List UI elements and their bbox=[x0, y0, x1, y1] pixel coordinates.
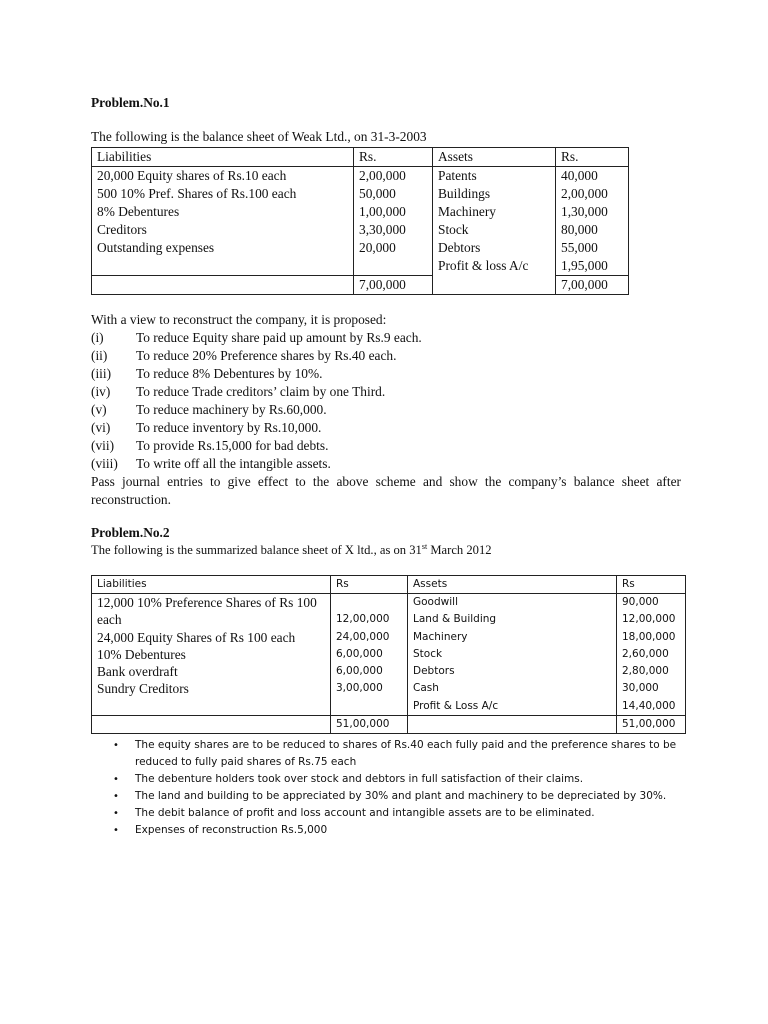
list-item bbox=[91, 383, 681, 401]
asset-amounts-cell bbox=[556, 167, 629, 276]
liabilities-cell bbox=[92, 594, 331, 716]
liabilities-cell bbox=[92, 167, 354, 276]
closing-instruction: Pass journal entries to give effect to the above scheme and show the company’s balance sheet after reconstruction. bbox=[91, 474, 681, 507]
liability-item: Outstanding expenses bbox=[97, 240, 215, 255]
liability-amount: 50,000 bbox=[359, 186, 396, 201]
header-liabilities: Liabilities bbox=[92, 576, 331, 594]
condition-text: Expenses of reconstruction Rs.5,000 bbox=[135, 824, 328, 836]
liability-item: 20,000 Equity shares of Rs.10 each bbox=[97, 168, 287, 183]
header-assets: Assets bbox=[433, 148, 556, 167]
list-item bbox=[91, 329, 681, 347]
asset-item: Patents bbox=[438, 168, 477, 183]
proposal-text: To reduce machinery by Rs.60,000. bbox=[136, 402, 327, 417]
liability-item: 500 10% Pref. Shares of Rs.100 each bbox=[97, 186, 297, 201]
header-rs: Rs. bbox=[354, 148, 433, 167]
bullet-icon: • bbox=[113, 774, 119, 785]
problem-2-intro: The following is the summarized balance sheet of X ltd., as on 31st March 2012 bbox=[91, 542, 492, 558]
asset-amount: 1,95,000 bbox=[561, 258, 608, 273]
asset-item: Buildings bbox=[438, 186, 491, 201]
list-item bbox=[91, 437, 681, 455]
proposal-text: To reduce 8% Debentures by 10%. bbox=[136, 366, 323, 381]
asset-amount: 18,00,000 bbox=[622, 630, 676, 643]
liability-amount: 24,00,000 bbox=[336, 630, 390, 643]
proposal-list bbox=[91, 311, 681, 509]
asset-item: Profit & Loss A/c bbox=[413, 699, 499, 712]
list-item bbox=[113, 805, 693, 822]
list-item bbox=[91, 365, 681, 383]
asset-item: Stock bbox=[413, 647, 443, 660]
asset-amount: 1,30,000 bbox=[561, 204, 608, 219]
liability-amount: 12,00,000 bbox=[336, 613, 390, 626]
proposal-number: (i) bbox=[91, 330, 104, 345]
asset-amount: 14,40,000 bbox=[622, 699, 676, 712]
total-liabilities: 7,00,000 bbox=[354, 276, 433, 295]
problem-1-intro: The following is the balance sheet of Weak Ltd., on 31-3-2003 bbox=[91, 129, 427, 144]
assets-cell bbox=[433, 167, 556, 295]
asset-amount: 30,000 bbox=[622, 682, 659, 695]
liability-item: 10% Debentures bbox=[97, 646, 186, 662]
bullet-icon: • bbox=[113, 791, 119, 802]
asset-item: Stock bbox=[438, 222, 469, 237]
list-item bbox=[91, 401, 681, 419]
asset-item: Goodwill bbox=[413, 596, 458, 608]
liability-amount: 2,00,000 bbox=[359, 168, 406, 183]
balance-sheet-table-1 bbox=[91, 147, 629, 295]
asset-item: Profit & loss A/c bbox=[438, 258, 529, 273]
list-item bbox=[91, 455, 681, 473]
liability-amount: 3,30,000 bbox=[359, 222, 406, 237]
proposal-number: (viii) bbox=[91, 456, 118, 471]
total-assets: 51,00,000 bbox=[617, 716, 686, 734]
condition-text: The land and building to be appreciated by 30% and plant and machinery to be depreciated by 30%. bbox=[135, 790, 667, 802]
header-rs: Rs. bbox=[556, 148, 629, 167]
condition-text: The debit balance of profit and loss account and intangible assets are to be eliminated. bbox=[135, 807, 595, 819]
condition-text: The debenture holders took over stock and debtors in full satisfaction of their claims. bbox=[135, 773, 584, 785]
list-item bbox=[113, 822, 693, 839]
table-total-row bbox=[92, 716, 686, 734]
table-header-row bbox=[92, 148, 629, 167]
liability-item: 8% Debentures bbox=[97, 204, 180, 219]
asset-amount: 2,00,000 bbox=[561, 186, 608, 201]
proposal-number: (ii) bbox=[91, 348, 108, 363]
assets-cell bbox=[408, 594, 617, 716]
condition-text: The equity shares are to be reduced to shares of Rs.40 each fully paid and the preference shares to be reduced to fully paid shares of Rs.75 each bbox=[135, 739, 677, 768]
asset-amount: 12,00,000 bbox=[622, 613, 676, 626]
bullet-icon: • bbox=[113, 740, 119, 751]
liability-item: 12,000 10% Preference Shares of Rs 100 bbox=[97, 595, 317, 610]
asset-amounts-cell bbox=[617, 594, 686, 716]
table-header-row bbox=[92, 576, 686, 594]
list-item bbox=[113, 737, 693, 771]
liability-item: Sundry Creditors bbox=[97, 681, 189, 697]
liability-item: Bank overdraft bbox=[97, 664, 178, 680]
total-liabilities: 51,00,000 bbox=[331, 716, 408, 734]
proposal-text: To write off all the intangible assets. bbox=[136, 456, 331, 471]
asset-item: Cash bbox=[413, 682, 439, 695]
liability-amount: 1,00,000 bbox=[359, 204, 406, 219]
proposal-number: (vii) bbox=[91, 438, 115, 453]
list-item bbox=[91, 419, 681, 437]
proposal-text: To reduce Equity share paid up amount by Rs.9 each. bbox=[136, 330, 422, 345]
asset-amount: 2,60,000 bbox=[622, 647, 669, 660]
asset-item: Land & Building bbox=[413, 613, 497, 626]
proposal-number: (iv) bbox=[91, 384, 111, 399]
liability-amount: 3,00,000 bbox=[336, 682, 383, 695]
proposal-number: (vi) bbox=[91, 420, 111, 435]
conditions-list bbox=[113, 737, 693, 839]
header-assets: Assets bbox=[408, 576, 617, 594]
problem-1-heading: Problem.No.1 bbox=[91, 95, 170, 110]
liability-amount: 6,00,000 bbox=[336, 665, 383, 678]
asset-amount: 2,80,000 bbox=[622, 665, 669, 678]
balance-sheet-table-2 bbox=[91, 575, 686, 734]
list-item bbox=[113, 788, 693, 805]
liab-amounts-cell bbox=[354, 167, 433, 276]
header-liabilities: Liabilities bbox=[92, 148, 354, 167]
liability-item: each bbox=[97, 612, 122, 628]
asset-amount: 80,000 bbox=[561, 222, 598, 237]
problem-2-heading: Problem.No.2 bbox=[91, 525, 170, 540]
proposal-text: To reduce inventory by Rs.10,000. bbox=[136, 420, 322, 435]
liab-amounts-cell bbox=[331, 594, 408, 716]
asset-amount: 40,000 bbox=[561, 168, 598, 183]
proposal-text: To reduce Trade creditors’ claim by one Third. bbox=[136, 384, 386, 399]
liability-amount: 6,00,000 bbox=[336, 647, 383, 660]
bullet-icon: • bbox=[113, 825, 119, 836]
asset-item: Debtors bbox=[438, 240, 481, 255]
header-rs: Rs bbox=[331, 576, 408, 594]
asset-amount: 55,000 bbox=[561, 240, 598, 255]
liability-item: Creditors bbox=[97, 222, 147, 237]
total-assets: 7,00,000 bbox=[556, 276, 629, 295]
table-body-row bbox=[92, 167, 629, 276]
proposal-number: (iii) bbox=[91, 366, 112, 381]
proposal-text: To reduce 20% Preference shares by Rs.40 each. bbox=[136, 348, 397, 363]
header-rs: Rs bbox=[617, 576, 686, 594]
asset-item: Debtors bbox=[413, 665, 455, 678]
list-item bbox=[113, 771, 693, 788]
asset-amount: 90,000 bbox=[622, 596, 659, 608]
liability-item: 24,000 Equity Shares of Rs 100 each bbox=[97, 629, 296, 645]
proposal-intro: With a view to reconstruct the company, it is proposed: bbox=[91, 312, 387, 327]
table-body-row bbox=[92, 594, 686, 716]
list-item bbox=[91, 347, 681, 365]
proposal-text: To provide Rs.15,000 for bad debts. bbox=[136, 438, 329, 453]
liability-amount: 20,000 bbox=[359, 240, 396, 255]
proposal-number: (v) bbox=[91, 402, 107, 417]
asset-item: Machinery bbox=[438, 204, 497, 219]
asset-item: Machinery bbox=[413, 630, 468, 643]
bullet-icon: • bbox=[113, 808, 119, 819]
